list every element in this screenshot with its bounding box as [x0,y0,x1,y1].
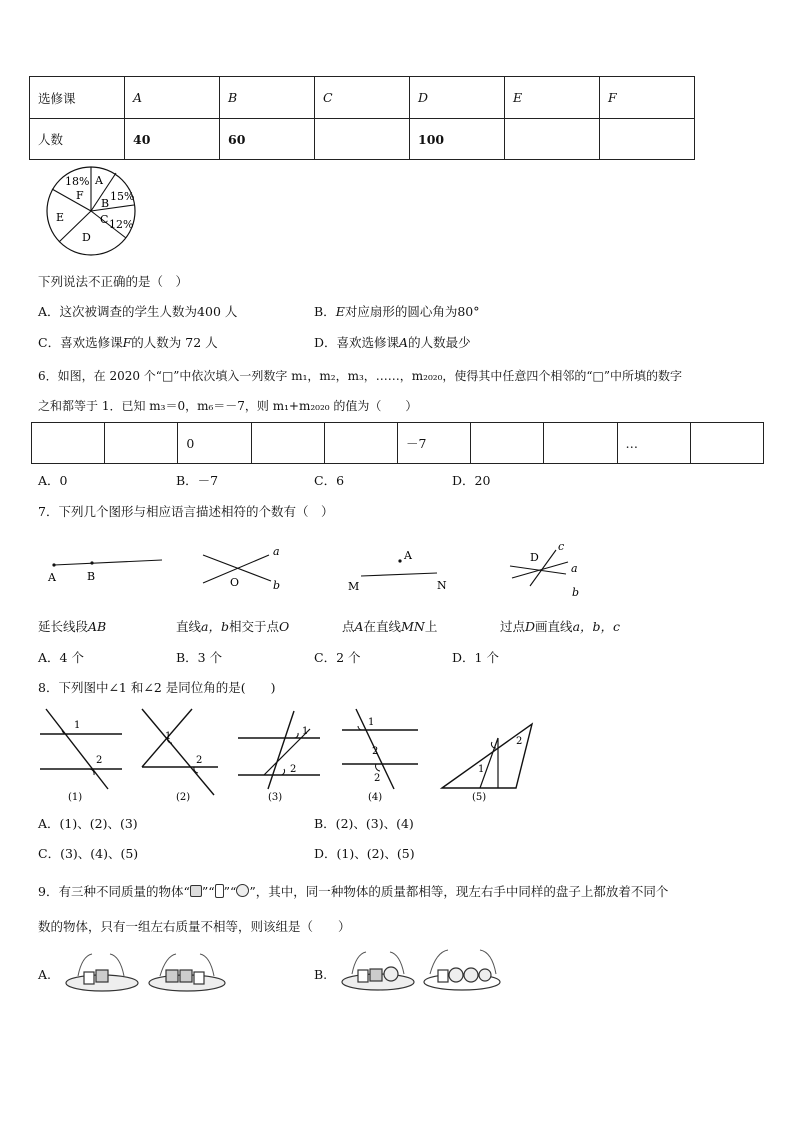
table-cell: 60 [220,119,315,160]
option-b: B．(2)、(3)、(4) [314,816,414,831]
figure-number: (2) [176,792,191,803]
table-cell [600,119,695,160]
angle-label: 2 [372,746,379,757]
option-c: C．2 个 [314,650,361,665]
option-b: B. [314,967,328,982]
table-header-cell: F [600,77,695,119]
option-c: C．6 [314,473,345,488]
figure-caption: 延长线段AB [38,619,107,634]
point-label: M [348,580,360,593]
angle-label: 2 [96,755,103,766]
question-stem: 8．下列图中∠1 和∠2 是同位角的是( ) [38,680,276,695]
option-d: D．(1)、(2)、(5) [314,846,415,861]
table-cell: 40 [125,119,220,160]
pie-label: E [56,211,65,224]
question-stem: 9．有三种不同质量的物体“ ”“ ”“ ”，其中，同一种物体的质量都相等，现左右手中同样的盘子上都放着不同个 [38,884,669,899]
option-b: B．3 个 [176,650,223,665]
cube-icon [190,885,202,897]
option-b: B．E对应扇形的圆心角为80° [314,304,480,319]
figure-number: (5) [472,792,487,803]
table-header-cell: D [410,77,505,119]
option-d: D．1 个 [452,650,499,665]
question-stem: 下列说法不正确的是（ ） [38,274,189,289]
angle-label: 1 [368,717,375,728]
cylinder-icon [215,884,224,898]
figure-segment-ab [40,550,170,585]
number-box [251,423,324,464]
pie-label: A [95,174,103,187]
question-stem: 7．下列几个图形与相应语言描述相符的个数有（ ） [38,504,334,519]
number-box [471,423,544,464]
table-header-cell: 选修课 [30,77,125,119]
option-a: A．(1)、(2)、(3) [38,816,138,831]
angle-label: 2 [374,773,381,784]
angle-label: 1 [74,720,81,731]
option-a: A．4 个 [38,650,84,665]
angle-label: 1 [478,764,485,775]
point-label: N [437,579,447,592]
figure-number: (1) [68,792,83,803]
pie-label: F [76,189,84,202]
pie-label: B [101,197,110,210]
plates-image-b [338,944,504,1000]
number-box [544,423,617,464]
table-header-cell: C [315,77,410,119]
angle-figure-3 [236,705,326,803]
figure-caption: 点A在直线MN上 [342,619,438,634]
figure-caption: 直线a，b相交于点O [176,619,290,634]
line-label: b [572,586,580,599]
pie-label: 15% [110,190,135,203]
point-label: A [404,549,412,562]
point-label: B [87,570,96,583]
number-box [690,423,763,464]
number-box: … [617,423,690,464]
table-cell [315,119,410,160]
figure-lines-through-d [500,538,595,600]
figure-intersecting-lines [195,543,295,591]
number-box [324,423,397,464]
table-cell: 人数 [30,119,125,160]
table-header-cell: E [505,77,600,119]
pie-label: 18% [65,175,90,188]
angle-figure-2 [138,705,223,803]
option-a: A．0 [38,473,68,488]
number-box [105,423,178,464]
option-c: C．(3)、(4)、(5) [38,846,139,861]
figure-caption: 过点D画直线a，b，c [500,619,621,634]
table-header-cell: B [220,77,315,119]
option-b: B．－7 [176,473,219,488]
angle-figure-5 [438,718,538,803]
angle-label: 1 [302,726,309,737]
number-boxes [31,422,764,464]
option-a: A．这次被调查的学生人数为400 人 [38,304,238,319]
number-box [32,423,105,464]
line-label: a [273,545,280,558]
angle-label: 2 [290,764,297,775]
line-label: b [273,579,281,591]
angle-label: 1 [165,731,172,742]
pie-label: C [100,213,109,226]
table-cell [505,119,600,160]
table-header-cell: A [125,77,220,119]
angle-label: 2 [196,755,203,766]
question-stem: 6．如图，在 2020 个“□”中依次填入一列数字 m₁，m₂，m₃，……，m₂₀₂₀，使得其中任意四个相邻的“□”中所填的数字 [38,369,683,383]
point-label: A [48,571,56,584]
question-stem-cont: 数的物体，只有一组左右质量不相等，则该组是（ ） [38,919,351,934]
option-c: C．喜欢选修课F的人数为 72 人 [38,335,218,350]
line-label: c [558,540,565,553]
figure-point-off-line [345,543,455,593]
course-table [29,76,695,160]
line-label: a [571,562,578,575]
point-label: O [230,576,240,589]
angle-figure-4 [338,705,422,803]
figure-number: (4) [368,792,383,803]
number-box: －7 [397,423,470,464]
option-d: D．喜欢选修课A的人数最少 [314,335,471,350]
figure-number: (3) [268,792,283,803]
pie-chart [44,165,142,257]
angle-label: 2 [516,736,523,747]
pie-label: 12% [109,218,134,231]
question-stem-cont: 之和都等于 1．已知 m₃＝0，m₆＝－7，则 m₁+m₂₀₂₀ 的值为（ ） [38,399,418,413]
ball-icon [236,884,249,897]
plates-image-a [62,946,232,1000]
option-a: A. [38,967,52,982]
number-box: 0 [178,423,251,464]
point-label: D [530,551,539,564]
table-cell: 100 [410,119,505,160]
option-d: D．20 [452,473,491,488]
pie-label: D [82,231,91,244]
angle-figure-1 [38,705,128,803]
